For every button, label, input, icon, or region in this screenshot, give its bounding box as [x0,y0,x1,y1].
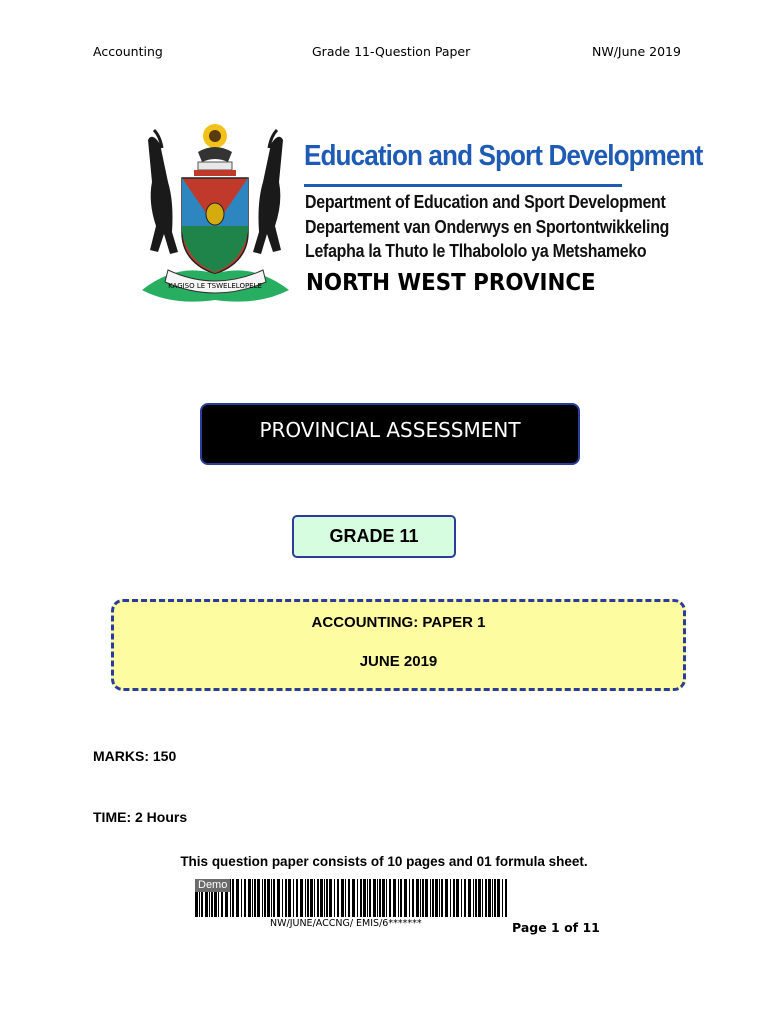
barcode-bar [326,879,328,917]
marks-info: MARKS: 150 [93,748,177,764]
paper-info-box [111,599,686,691]
barcode-bar [307,879,309,917]
barcode-bar [409,879,410,917]
barcode-bar [257,879,260,917]
department-name-setswana: Lefapha la Thuto le Tlhabololo ya Metshameko [305,240,647,261]
barcode-bar [473,879,474,917]
barcode-bar [293,879,294,917]
barcode-bar [379,879,381,917]
barcode-bar [232,879,234,917]
grade-box [292,515,456,558]
grade-label: GRADE 11 [329,526,419,546]
barcode-bar [412,879,414,917]
assessment-label: PROVINCIAL ASSESSMENT [259,418,521,442]
barcode-bar [445,879,448,917]
barcode-bar [363,879,366,917]
barcode-bar [432,879,434,917]
barcode-bar [373,879,376,917]
paper-subject: ACCOUNTING: PAPER 1 [311,614,486,631]
barcode-bar [264,879,266,917]
barcode-bar [475,879,477,917]
barcode-bar [236,879,239,917]
barcode-bar [317,879,319,917]
barcode-bar [262,879,263,917]
barcode-bar [282,879,283,917]
barcode-bar [420,879,421,917]
barcode-bar [277,879,280,917]
barcode-bar [305,879,306,917]
barcode-bar [369,879,371,917]
barcode-bar [393,879,396,917]
header-date: NW/June 2019 [592,44,681,59]
barcode-bar [461,879,462,917]
barcode-bar [334,879,335,917]
barcode-bar [494,879,496,917]
barcode-bar [320,879,323,917]
barcode-bar [271,879,272,917]
barcode-bar [288,879,291,917]
barcode-bar [505,879,507,917]
barcode-bar [488,879,491,917]
barcode-bar [352,879,355,917]
barcode-bar [398,879,399,917]
barcode-bar [400,879,402,917]
barcode-bar [377,879,378,917]
barcode-bar [296,879,298,917]
barcode-bar [450,879,451,917]
barcode-bar [482,879,483,917]
barcode-bar [341,879,344,917]
barcode-bar [478,879,481,917]
barcode-code: NW/JUNE/ACCNG/ EMIS/6******* [270,918,422,929]
barcode-bar [502,879,503,917]
assessment-banner [200,403,580,465]
header-subject: Accounting [93,44,163,59]
barcode-bar [324,879,325,917]
page-count-note: This question paper consists of 10 pages and 01 formula sheet. [180,854,588,869]
barcode-bar [285,879,287,917]
barcode-bar [244,879,246,917]
barcode-bar [337,879,339,917]
barcode-bar [360,879,362,917]
time-info: TIME: 2 Hours [93,809,188,825]
barcode-bar [425,879,428,917]
barcode-bar [441,879,443,917]
barcode-bar [254,879,256,917]
paper-date: JUNE 2019 [359,653,438,670]
department-title: Education and Sport Development [304,140,703,172]
barcode-bar [492,879,493,917]
barcode-bar [267,879,270,917]
demo-watermark: Demo [195,879,230,892]
barcode-bar [345,879,346,917]
barcode-bar [248,879,251,917]
barcode-bar [386,879,387,917]
department-name-afrikaans: Departement van Onderwys en Sportontwikkeling [305,216,670,237]
barcode-icon [195,879,511,917]
barcode-bar [468,879,471,917]
barcode-bar [252,879,253,917]
barcode-bar [273,879,275,917]
barcode-bar [485,879,487,917]
barcode-bar [357,879,358,917]
barcode-bar [453,879,455,917]
sunflower-icon [203,124,227,148]
barcode-bar [456,879,459,917]
barcode-bar [439,879,440,917]
barcode-bar [464,879,466,917]
barcode-bar [382,879,385,917]
department-name-english: Department of Education and Sport Development [305,191,666,212]
barcode-bar [241,879,242,917]
barcode-bar [300,879,303,917]
barcode-bar [348,879,350,917]
barcode-bar [314,879,315,917]
province-name: NORTH WEST PROVINCE [306,270,596,296]
page-number: Page 1 of 11 [512,920,600,935]
svg-text:KAGISO LE TSWELELOPELE: KAGISO LE TSWELELOPELE [168,282,262,290]
barcode-bar [497,879,500,917]
barcode-bar [389,879,391,917]
barcode-bar [435,879,438,917]
barcode-bar [416,879,419,917]
barcode-bar [329,879,332,917]
barcode-bar [367,879,368,917]
barcode-bar [310,879,313,917]
title-divider [304,184,622,187]
coat-of-arms-icon [138,122,293,307]
barcode-bar [404,879,407,917]
header-paper-title: Grade 11-Question Paper [312,44,471,59]
barcode-bar [430,879,431,917]
barcode-bar [422,879,424,917]
